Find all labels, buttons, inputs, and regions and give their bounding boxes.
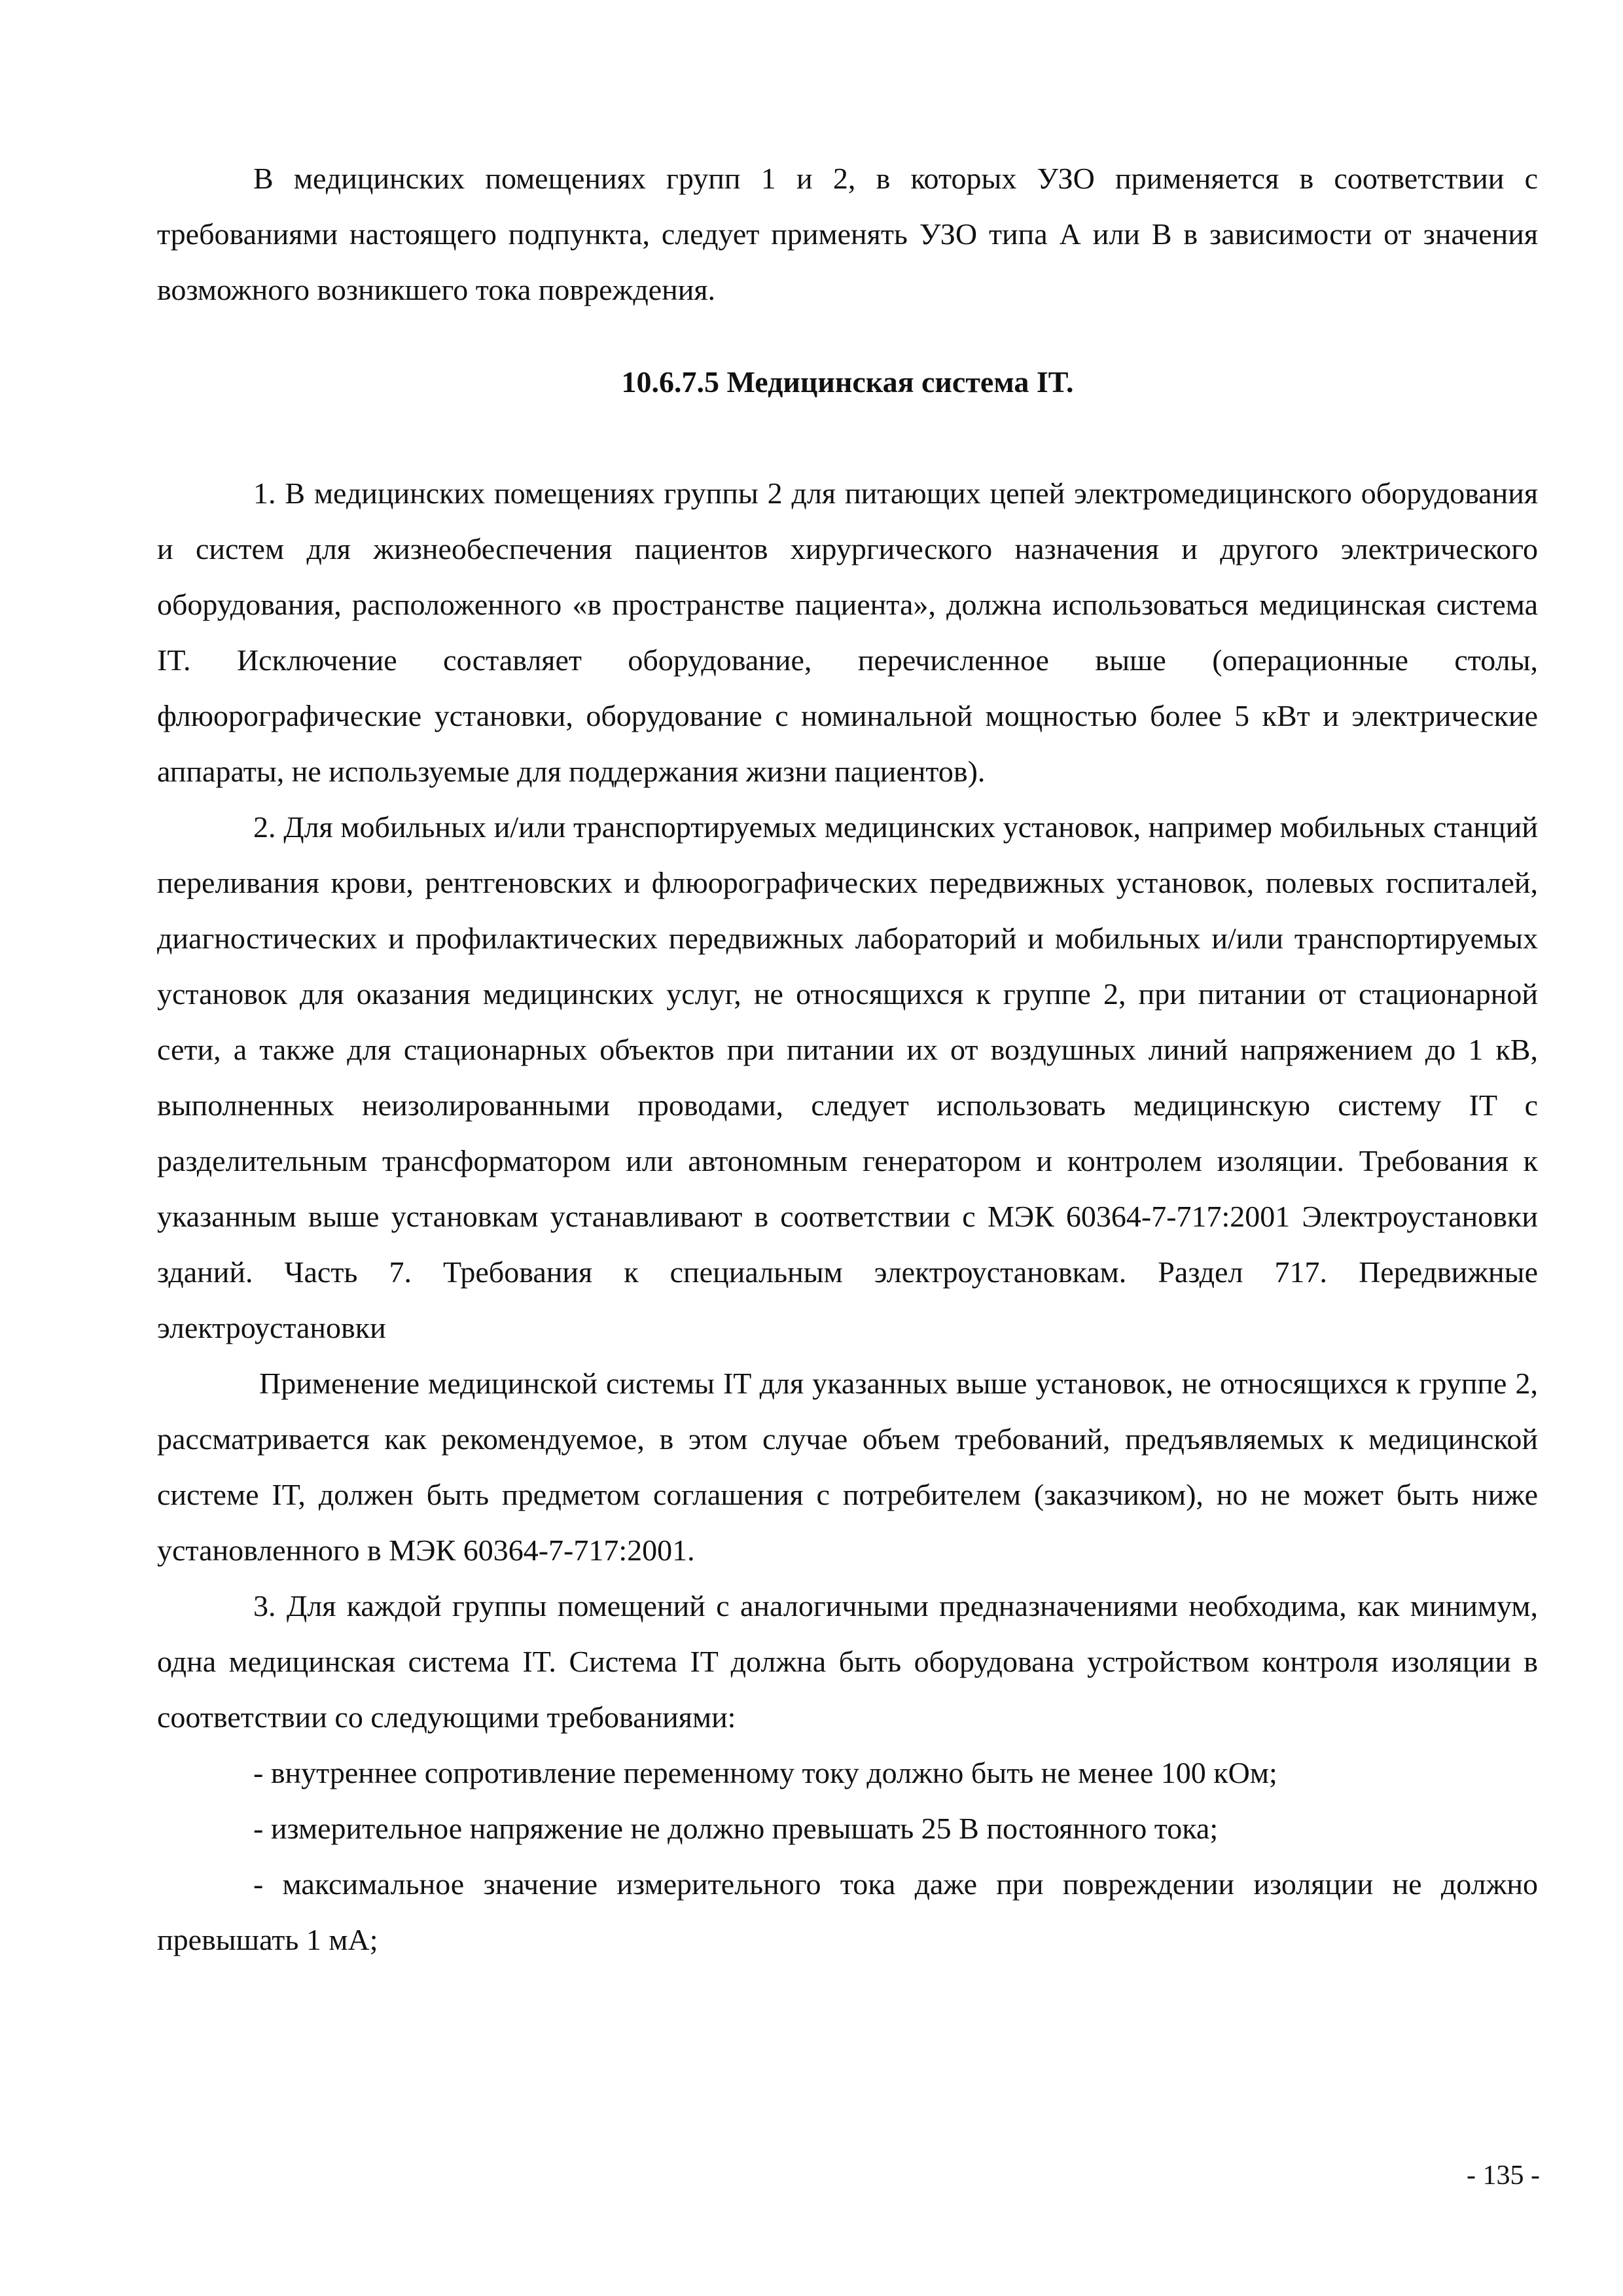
requirement-1: - внутреннее сопротивление переменному току должно быть не менее 100 кОм;	[253, 1756, 1277, 1789]
intro-paragraph: В медицинских помещениях групп 1 и 2, в которых УЗО применяется в соответствии с требованиями настоящего подпункта, следует применять УЗО типа А или В в зависимости от значения возможного возникшего тока повреждения.	[157, 162, 1538, 306]
list-item-2: 2. Для мобильных и/или транспортируемых медицинских установок, например мобильных станций переливания крови, рентгеновских и флюорографических передвижных установок, полевых госпиталей, диагностических и профилактических передвижных лабораторий и мобильных и/или транспортируемых установок для оказания медицинских услуг, не относящихся к группе 2, при питании от стационарной сети, а также для стационарных объектов при питании их от воздушных линий напряжением до 1 кВ, выполненных неизолированными проводами, следует использовать медицинскую систему IT с разделительным трансформатором или автономным генератором и контролем изоляции. Требования к указанным выше установкам устанавливают в соответствии с МЭК 60364-7-717:2001 Электроустановки зданий. Часть 7. Требования к специальным электроустановкам. Раздел 717. Передвижные электроустановки	[157, 810, 1538, 1344]
requirement-2: - измерительное напряжение не должно превышать 25 В постоянного тока;	[253, 1812, 1219, 1845]
list-item-2-note: Применение медицинской системы IT для указанных выше установок, не относящихся к группе 2, рассматривается как рекомендуемое, в этом случае объем требований, предъявляемых к медицинской системе IT, должен быть предметом соглашения с потребителем (заказчиком), но не может быть ниже установленного в МЭК 60364-7-717:2001.	[157, 1367, 1538, 1567]
list-item-1: 1. В медицинских помещениях группы 2 для питающих цепей электромедицинского оборудования и систем для жизнеобеспечения пациентов хирургического назначения и другого электрического оборудования, расположенного «в пространстве пациента», должна использоваться медицинская система IT. Исключение составляет оборудование, перечисленное выше (операционные столы, флюорографические установки, оборудование с номинальной мощностью более 5 кВт и электрические аппараты, не используемые для поддержания жизни пациентов).	[157, 476, 1538, 788]
page-number: - 135 -	[1467, 2161, 1540, 2191]
list-item-3: 3. Для каждой группы помещений с аналогичными предназначениями необходима, как минимум, одна медицинская система IT. Система IT должна быть оборудована устройством контроля изоляции в соответствии со следующими требованиями:	[157, 1589, 1538, 1734]
section-heading: 10.6.7.5 Медицинская система IT.	[621, 365, 1074, 399]
document-page	[157, 151, 1538, 1967]
requirement-3: - максимальное значение измерительного тока даже при повреждении изоляции не должно превышать 1 мА;	[157, 1867, 1538, 1956]
